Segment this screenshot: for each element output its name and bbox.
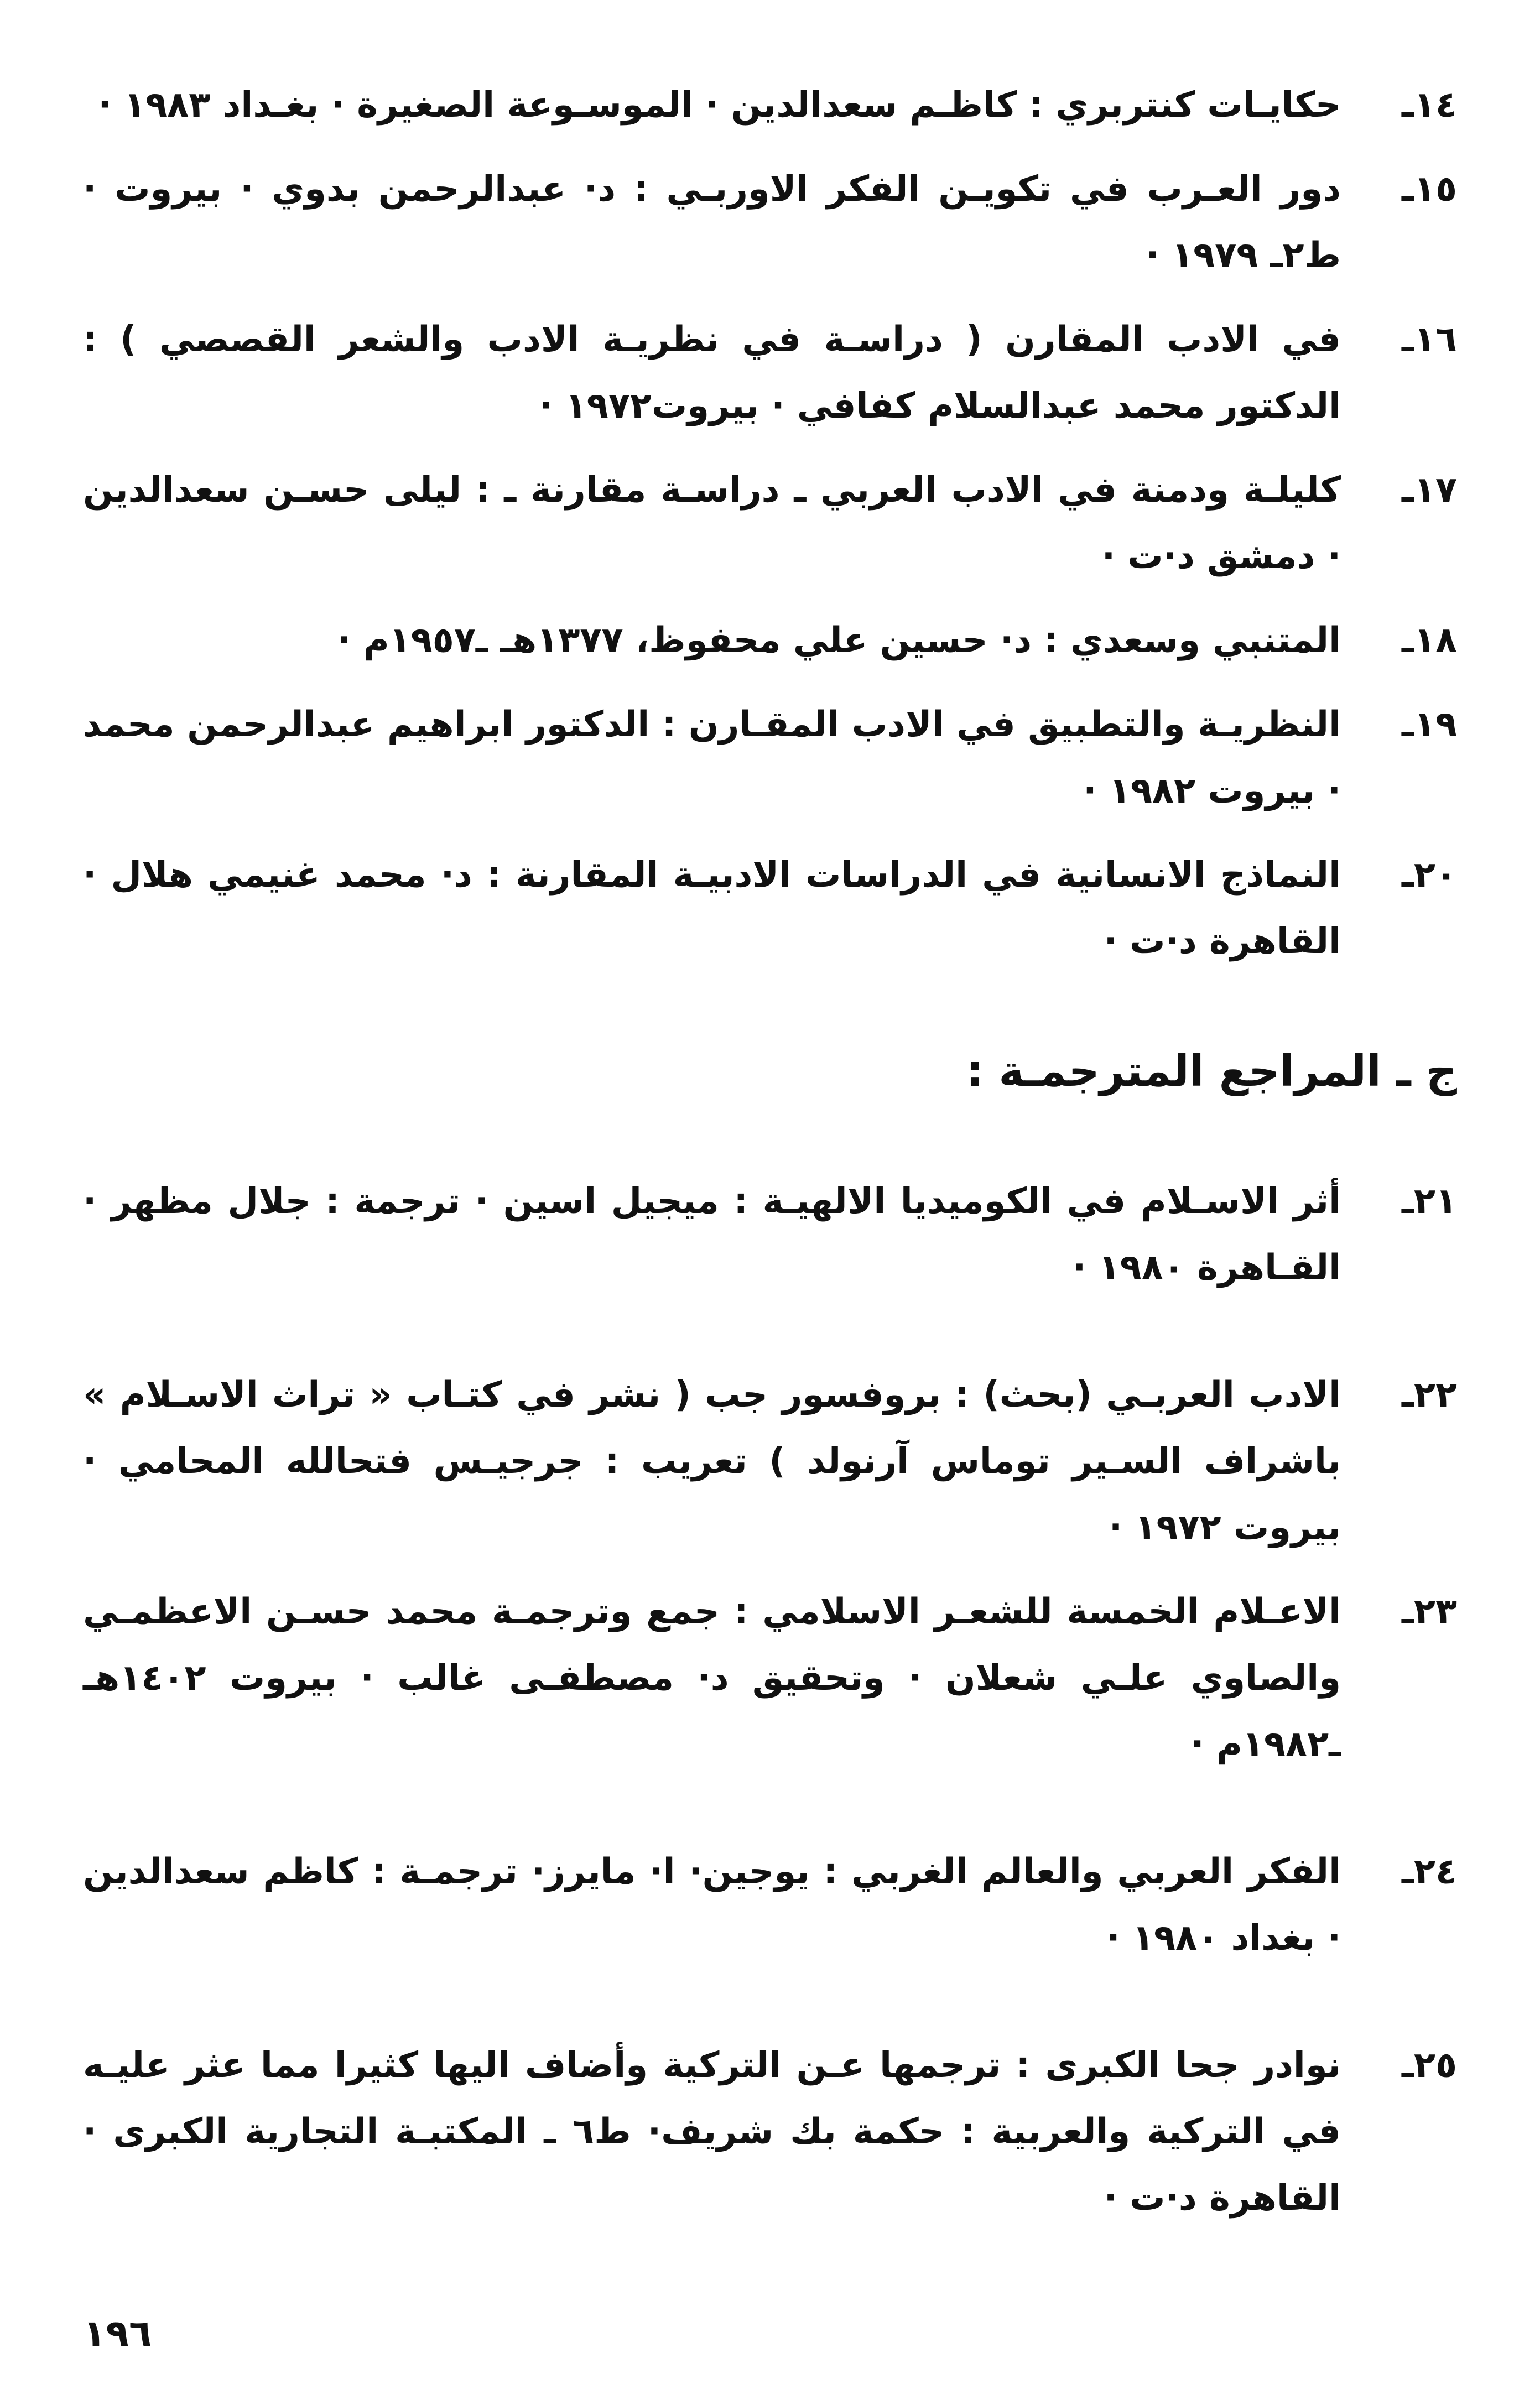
entry-text: الفكر العربي والعالم الغربي : يوجين· ا· مايرز· ترجمـة : كاظم سعدالدين · بغداد ١٩٨٠ · bbox=[83, 1851, 1341, 1959]
entry-number: ١٧ـ bbox=[1402, 470, 1457, 511]
reference-entry-16 bbox=[83, 306, 1457, 439]
entry-number: ٢٢ـ bbox=[1402, 1375, 1457, 1415]
entry-text: كليلـة ودمنة في الادب العربي ـ دراسـة مقارنة ـ : ليلى حسـن سعدالدين · دمشق د·ت · bbox=[83, 470, 1341, 577]
bibliography-page bbox=[83, 72, 1457, 2400]
entry-number: ٢١ـ bbox=[1402, 1181, 1457, 1222]
reference-entry-22 bbox=[83, 1362, 1457, 1561]
entry-number: ٢٤ـ bbox=[1402, 1851, 1457, 1892]
entry-text: في الادب المقارن ( دراسـة في نظريـة الادب والشعر القصصي ) : الدكتور محمد عبدالسلام كفافي · بيروت١٩٧٢ · bbox=[83, 319, 1341, 426]
reference-entry-24 bbox=[83, 1839, 1457, 1971]
entry-number: ١٩ـ bbox=[1402, 704, 1457, 745]
reference-entry-23 bbox=[83, 1579, 1457, 1778]
entry-text: أثر الاسـلام في الكوميديا الالهيـة : ميجيل اسين · ترجمة : جلال مظهر · القـاهرة ١٩٨٠ · bbox=[83, 1181, 1341, 1288]
reference-entry-21 bbox=[83, 1168, 1457, 1301]
entry-text: المتنبي وسعدي : د· حسين علي محفوظ، ١٣٧٧هـ ـ١٩٥٧م · bbox=[337, 620, 1341, 661]
entry-number: ٢٠ـ bbox=[1402, 855, 1457, 896]
page-number: ١٩٦ bbox=[83, 2312, 152, 2356]
entry-number: ٢٣ـ bbox=[1402, 1591, 1457, 1632]
entry-number: ١٥ـ bbox=[1402, 169, 1457, 210]
reference-entry-25 bbox=[83, 2032, 1457, 2231]
entry-text: دور العـرب في تكويـن الفكر الاوربـي : د· عبدالرحمن بدوي · بيروت · ط٢ـ ١٩٧٩ · bbox=[83, 169, 1341, 276]
entry-number: ١٦ـ bbox=[1402, 319, 1457, 360]
entry-text: حكايـات كنتربري : كاظـم سعدالدين · الموسـوعة الصغيرة · بغـداد ١٩٨٣ · bbox=[98, 85, 1341, 126]
entry-text: النظريـة والتطبيق في الادب المقـارن : الدكتور ابراهيم عبدالرحمن محمد · بيروت ١٩٨٢ · bbox=[83, 704, 1341, 811]
reference-entry-18 bbox=[83, 607, 1457, 674]
entry-text: نوادر جحا الكبرى : ترجمها عـن التركية وأضاف اليها كثيرا مما عثر عليـه في التركية والعربية : حكمة بك شريف· ط٦ ـ المكتبـة التجارية الكبرى · القاهرة د·ت · bbox=[83, 2045, 1341, 2219]
entry-text: النماذج الانسانية في الدراسات الادبيـة المقارنة : د· محمد غنيمي هلال · القاهرة د·ت · bbox=[83, 855, 1341, 962]
reference-entry-17 bbox=[83, 457, 1457, 590]
entry-text: الاعـلام الخمسة للشعـر الاسلامي : جمع وترجمـة محمد حسـن الاعظمـي والصاوي علـي شعلان · وتحقيق د· مصطفـى غالب · بيروت ١٤٠٢هـ ـ١٩٨٢م · bbox=[83, 1591, 1341, 1765]
reference-entry-20 bbox=[83, 842, 1457, 975]
entry-text: الادب العربـي (بحث) : بروفسور جب ( نشر في كتـاب « تراث الاسـلام » باشراف السـير توماس آرنولد ) تعريب : جرجيـس فتحالله المحامي · بيروت ١٩٧٢ · bbox=[83, 1375, 1341, 1548]
reference-entry-19 bbox=[83, 691, 1457, 824]
entry-number: ١٤ـ bbox=[1402, 85, 1457, 126]
entry-number: ١٨ـ bbox=[1402, 620, 1457, 661]
reference-entry-14 bbox=[83, 72, 1457, 138]
entry-number: ٢٥ـ bbox=[1402, 2045, 1457, 2086]
reference-entry-15 bbox=[83, 156, 1457, 289]
section-heading-translated-references: ج ـ المراجع المترجمـة : bbox=[966, 1047, 1457, 1096]
